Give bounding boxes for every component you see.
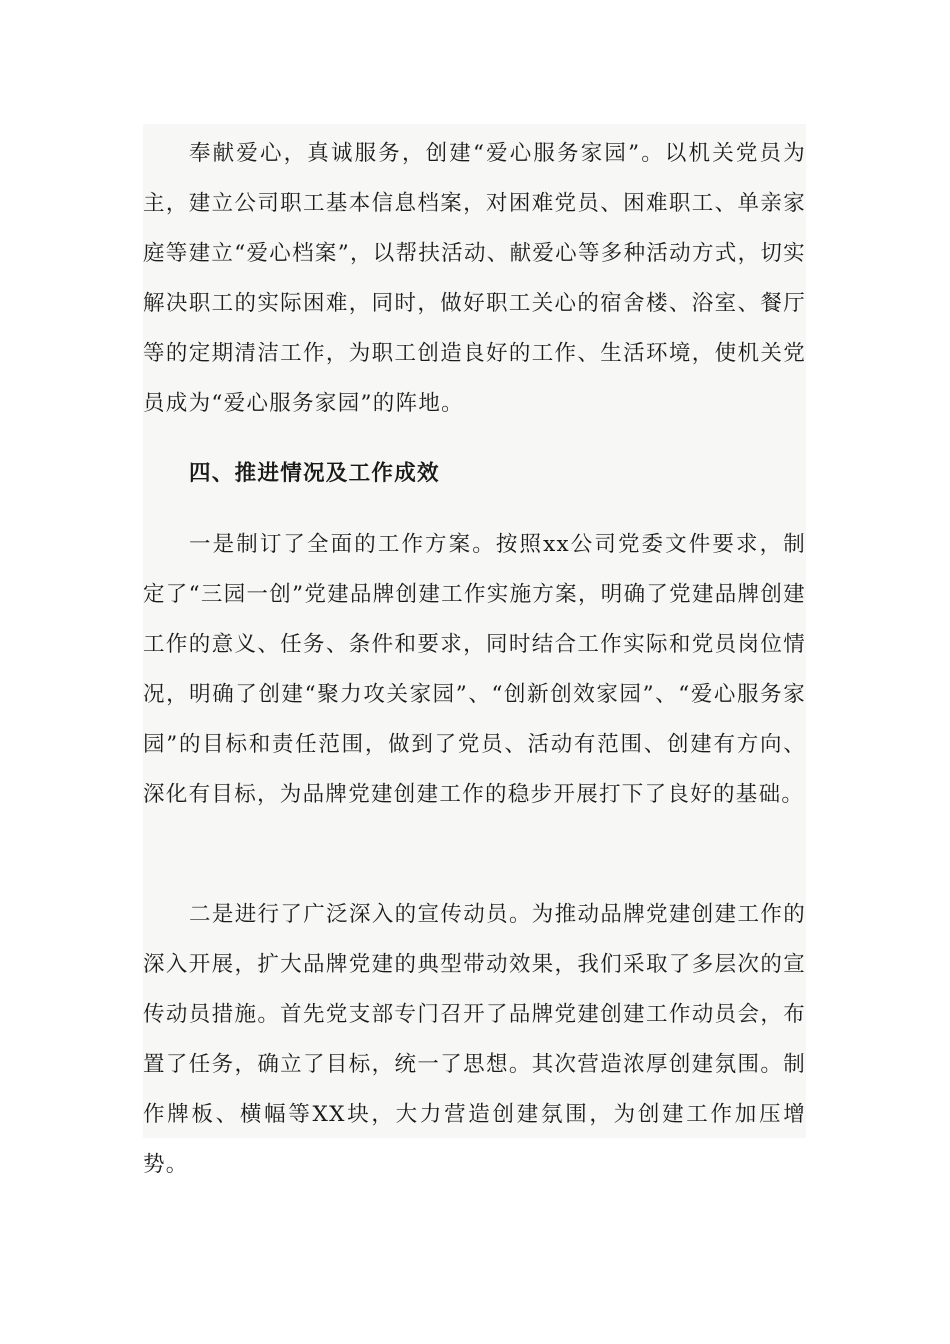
paragraph-publicity-mobilization: 二是进行了广泛深入的宣传动员。为推动品牌党建创建工作的深入开展，扩大品牌党建的典型带动效果，我们采取了多层次的宣传动员措施。首先党支部专门召开了品牌党建创建工作动员会，布置了任务，确立了目标，统一了思想。其次营造浓厚创建氛围。制作牌板、横幅等XX块，大力营造创建氛围，为创建工作加压增势。 — [143, 902, 806, 1177]
paragraph-love-service-home: 奉献爱心，真诚服务，创建“爱心服务家园”。以机关党员为主，建立公司职工基本信息档案，对困难党员、困难职工、单亲家庭等建立“爱心档案”，以帮扶活动、献爱心等多种活动方式，切实解决职工的实际困难，同时，做好职工关心的宿舍楼、浴室、餐厅等的定期清洁工作，为职工创造良好的工作、生活环境，使机关党员成为“爱心服务家园”的阵地。 — [143, 141, 806, 416]
document-page — [143, 124, 806, 1177]
section-heading-progress: 四、推进情况及工作成效 — [189, 461, 440, 486]
paragraph-work-plan: 一是制订了全面的工作方案。按照xx公司党委文件要求，制定了“三园一创”党建品牌创建工作实施方案，明确了党建品牌创建工作的意义、任务、条件和要求，同时结合工作实际和党员岗位情况，明确了创建“聚力攻关家园”、“创新创效家园”、“爱心服务家园”的目标和责任范围，做到了党员、活动有范围、创建有方向、深化有目标，为品牌党建创建工作的稳步开展打下了良好的基础。 — [143, 532, 806, 807]
